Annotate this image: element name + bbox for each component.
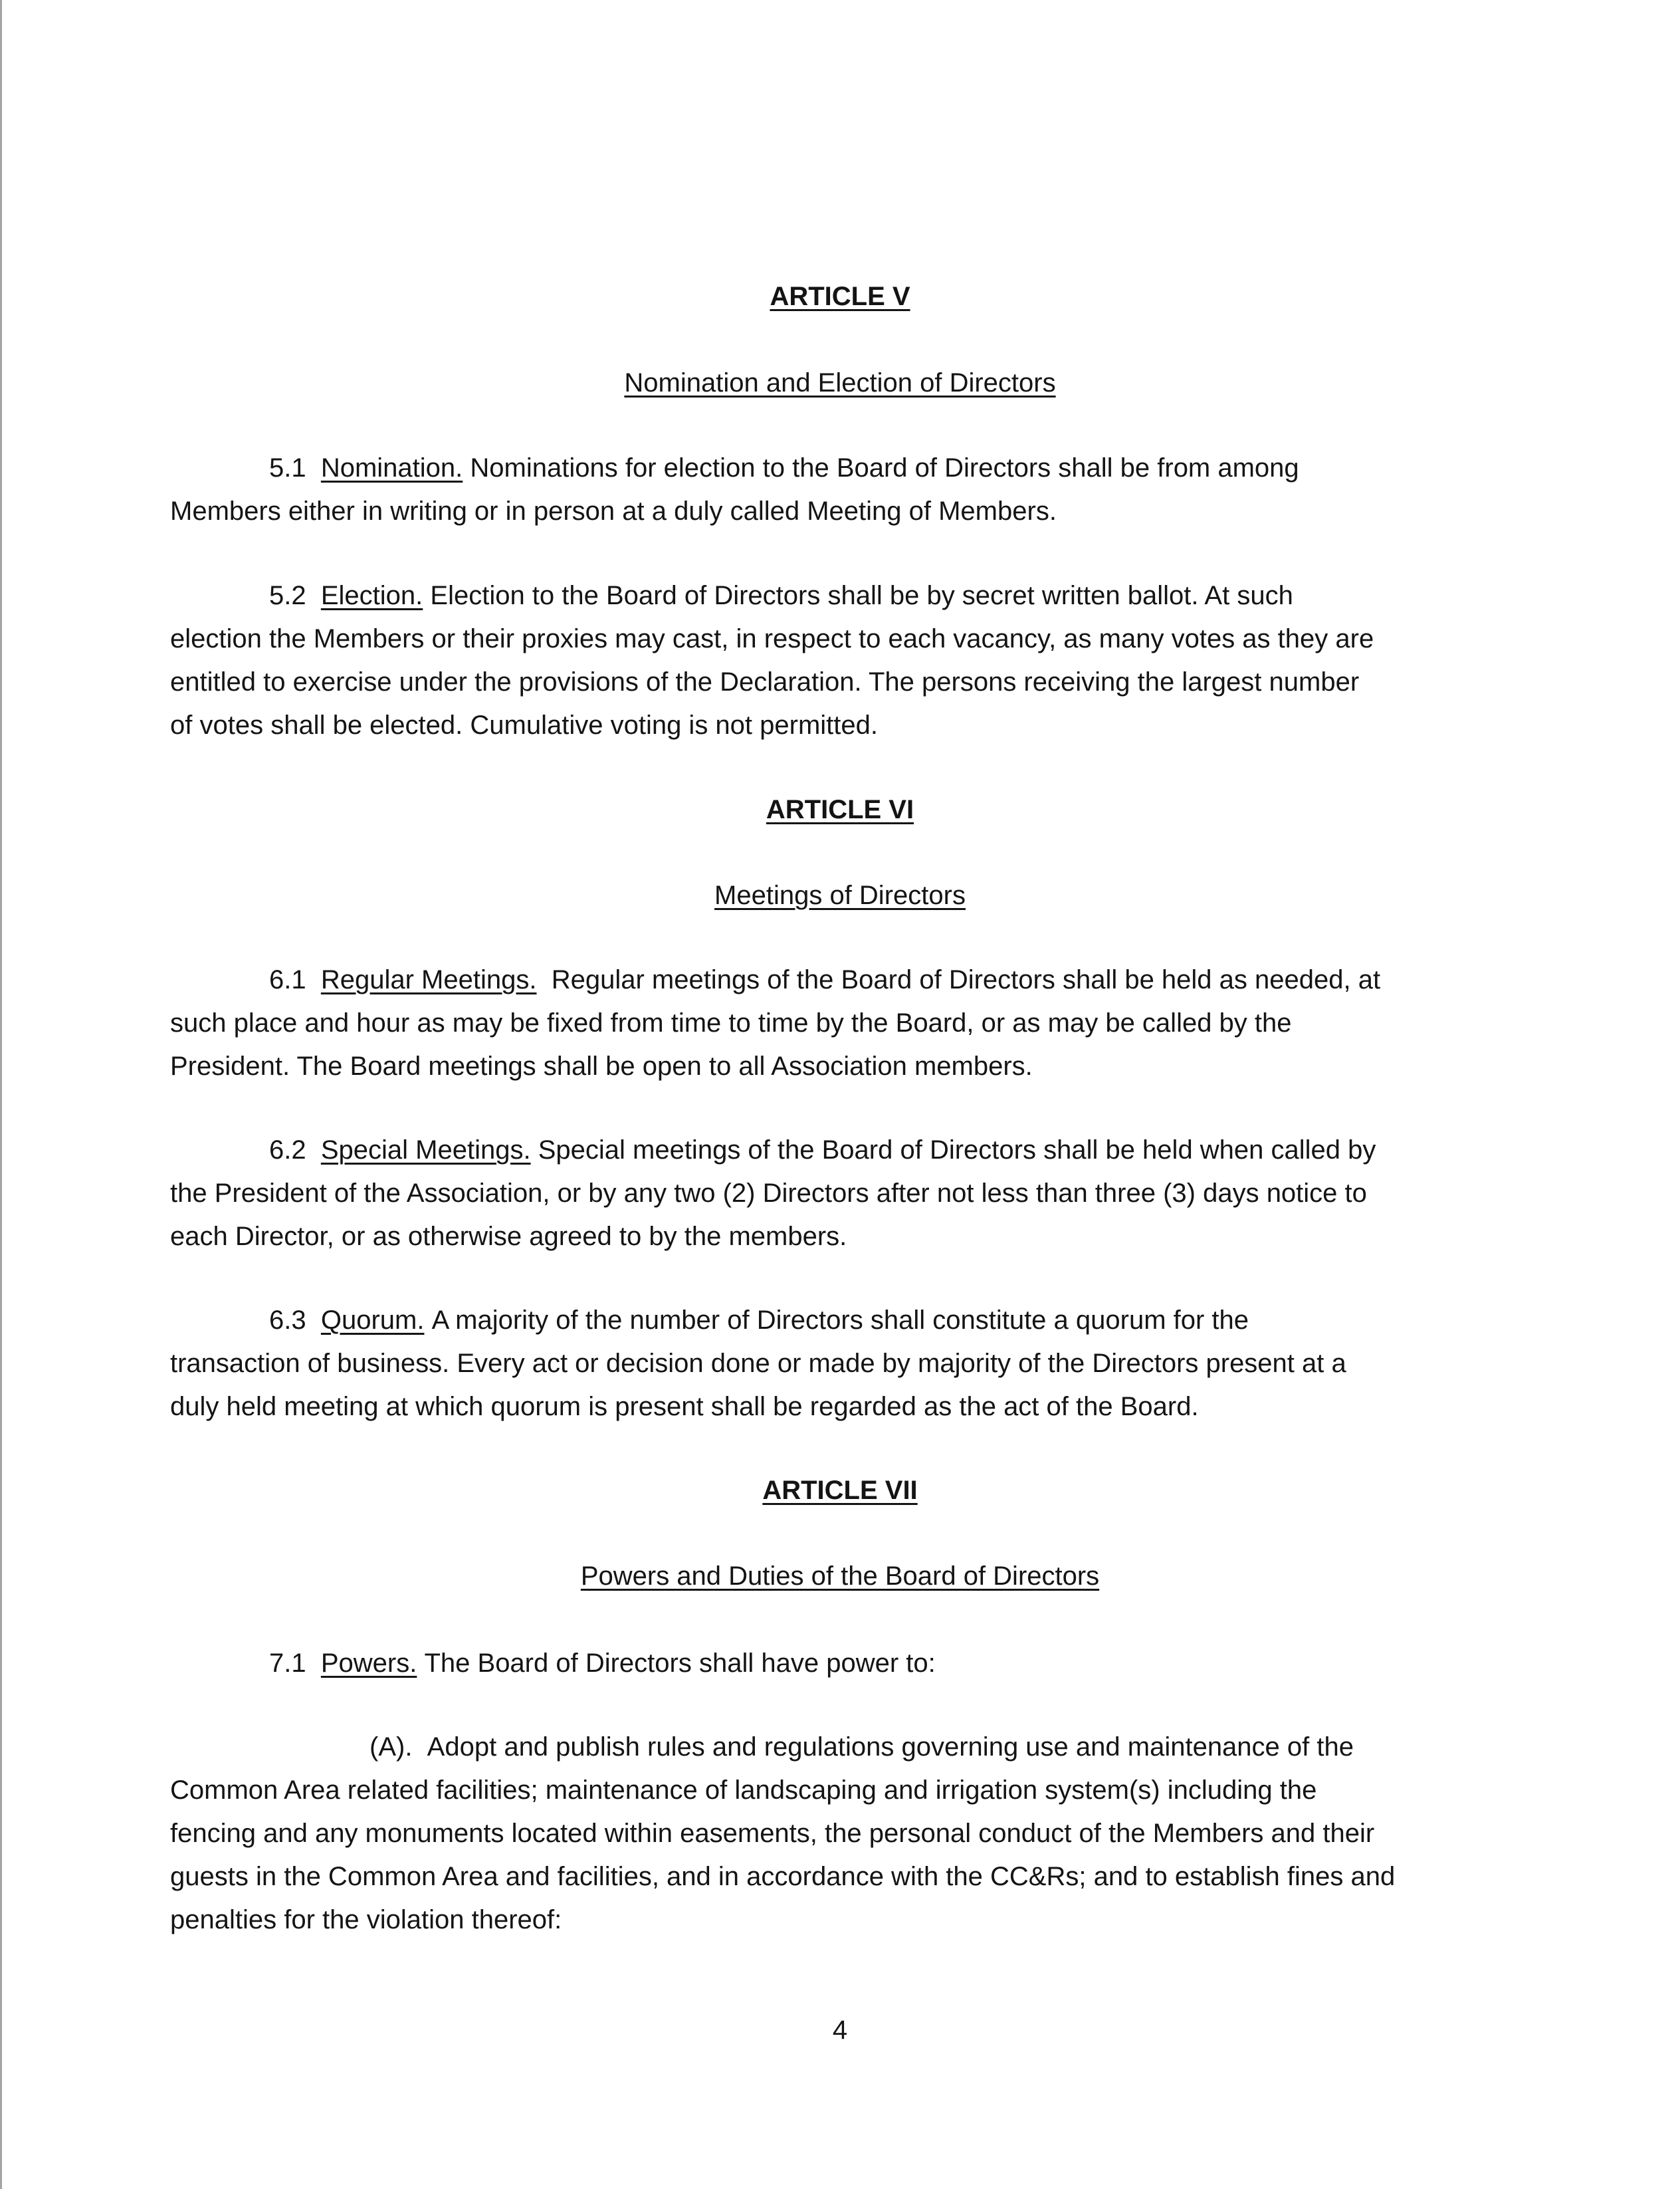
article-v-subheading: Nomination and Election of Directors (624, 368, 1056, 398)
clause-a-line-4: guests in the Common Area and facilities, and in accordance with the CC&Rs; and to establish fines and (170, 1862, 1396, 1891)
section-6-2-line-1: 6.2 Special Meetings. Special meetings of the Board of Directors shall be held when called by (269, 1135, 1376, 1165)
section-5-2-line-1: 5.2 Election. Election to the Board of Directors shall be by secret written ballot. At such (269, 581, 1293, 610)
clause-label: (A). (369, 1732, 413, 1762)
article-vi-heading: ARTICLE VI (766, 795, 914, 824)
clause-a-line-5: penalties for the violation thereof: (170, 1905, 562, 1934)
scan-edge (0, 0, 2, 2189)
article-vii-subheading: Powers and Duties of the Board of Directors (580, 1561, 1100, 1591)
section-title: Election. (320, 581, 423, 610)
section-6-1-line-3: President. The Board meetings shall be open to all Association members. (170, 1052, 1033, 1081)
section-number: 5.2 (269, 581, 306, 610)
section-6-1-line-1: 6.1 Regular Meetings. Regular meetings of the Board of Directors shall be held as needed, at (269, 965, 1381, 994)
clause-a-line-1: (A). Adopt and publish rules and regulations governing use and maintenance of the (369, 1732, 1354, 1762)
article-vi-subheading: Meetings of Directors (714, 881, 966, 910)
section-5-2-line-4: of votes shall be elected. Cumulative voting is not permitted. (170, 711, 878, 740)
section-number: 7.1 (269, 1649, 306, 1678)
section-number: 6.3 (269, 1306, 306, 1335)
section-6-3-line-2: transaction of business. Every act or decision done or made by majority of the Directors present at a (170, 1349, 1346, 1378)
page-number: 4 (832, 2016, 848, 2045)
section-number: 6.2 (269, 1135, 306, 1165)
section-6-3-line-3: duly held meeting at which quorum is present shall be regarded as the act of the Board. (170, 1392, 1199, 1421)
article-v-heading: ARTICLE V (770, 282, 910, 311)
section-title: Special Meetings. (320, 1135, 531, 1165)
section-title: Regular Meetings. (320, 965, 537, 994)
section-6-1-line-2: such place and hour as may be fixed from time to time by the Board, or as may be called by the (170, 1008, 1292, 1038)
section-6-2-line-2: the President of the Association, or by any two (2) Directors after not less than three (3) days notice to (170, 1179, 1367, 1208)
clause-a-line-2: Common Area related facilities; maintenance of landscaping and irrigation system(s) including the (170, 1776, 1317, 1805)
section-5-2-line-3: entitled to exercise under the provisions of the Declaration. The persons receiving the largest number (170, 667, 1360, 697)
section-number: 5.1 (269, 453, 306, 483)
section-title: Powers. (320, 1649, 417, 1678)
section-6-3-line-1: 6.3 Quorum. A majority of the number of Directors shall constitute a quorum for the (269, 1306, 1249, 1335)
article-vii-heading: ARTICLE VII (762, 1476, 918, 1505)
section-7-1-line-1: 7.1 Powers. The Board of Directors shall have power to: (269, 1649, 936, 1678)
section-5-2-line-2: election the Members or their proxies may cast, in respect to each vacancy, as many votes as they are (170, 624, 1374, 653)
section-6-2-line-3: each Director, or as otherwise agreed to by the members. (170, 1222, 847, 1251)
section-title: Quorum. (320, 1306, 425, 1335)
section-number: 6.1 (269, 965, 306, 994)
section-5-1-line-1: 5.1 Nomination. Nominations for election to the Board of Directors shall be from among (269, 453, 1299, 483)
section-5-1-line-2: Members either in writing or in person at a duly called Meeting of Members. (170, 497, 1057, 526)
clause-a-line-3: fencing and any monuments located within easements, the personal conduct of the Members and their (170, 1819, 1375, 1848)
section-title: Nomination. (320, 453, 463, 483)
